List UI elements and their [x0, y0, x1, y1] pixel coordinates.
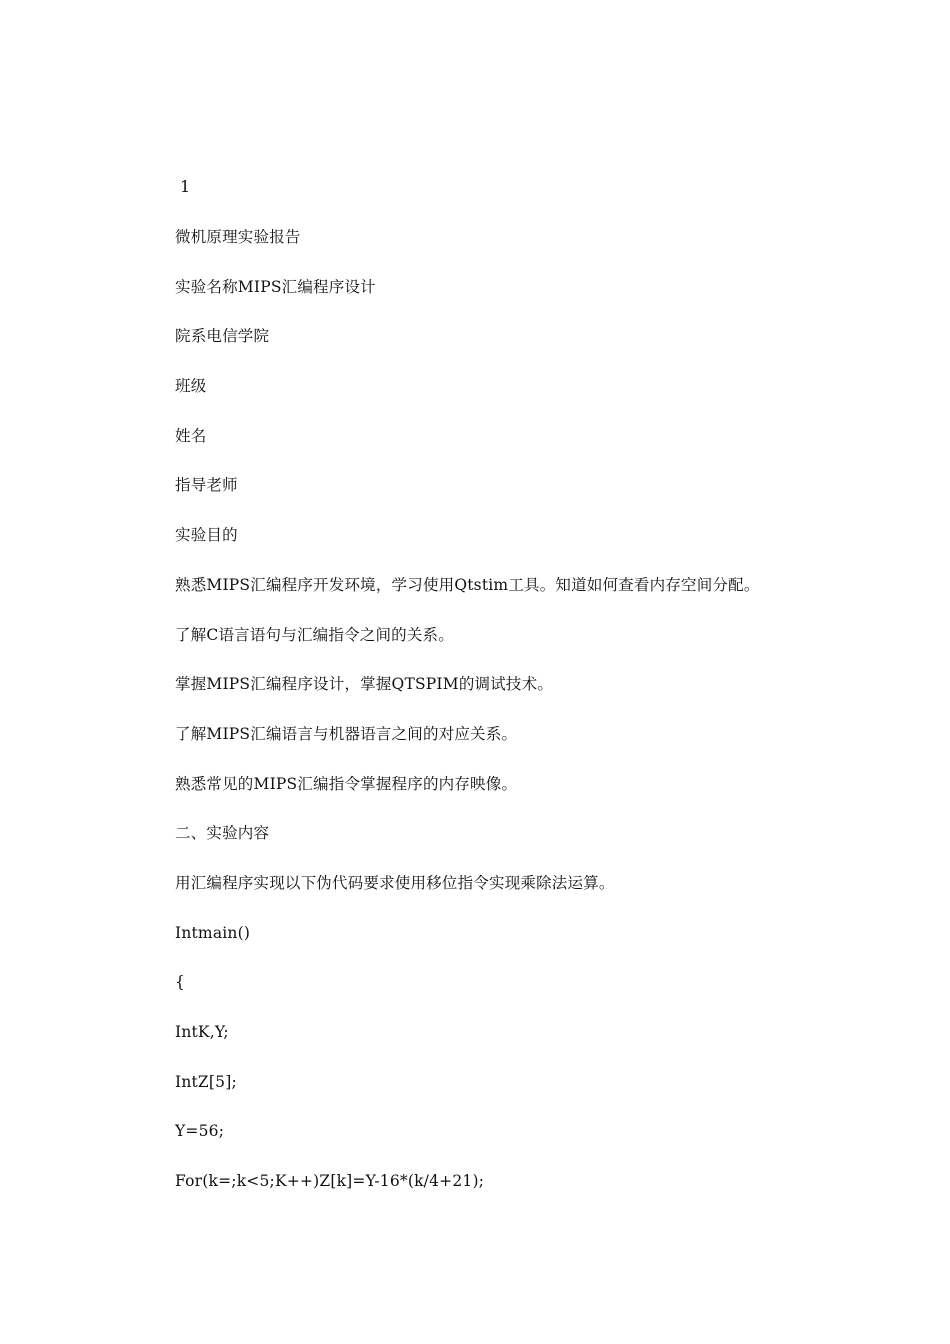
objective-item: 熟悉常见的MIPS汇编指令掌握程序的内存映像。	[175, 774, 518, 793]
code-line: Intmain()	[175, 923, 251, 942]
student-name-line: 姓名	[175, 426, 207, 445]
content-description: 用汇编程序实现以下伪代码要求使用移位指令实现乘除法运算。	[175, 873, 615, 892]
class-line: 班级	[175, 377, 207, 396]
report-title: 微机原理实验报告	[175, 228, 301, 246]
advisor-line: 指导老师	[175, 476, 238, 495]
document-body	[175, 225, 875, 1219]
code-line: {	[175, 973, 186, 992]
department-line: 院系电信学院	[175, 327, 270, 346]
code-line: Y=56;	[175, 1122, 225, 1141]
experiment-name-line: 实验名称MIPS汇编程序设计	[175, 277, 376, 296]
code-line: IntK,Y;	[175, 1023, 229, 1041]
objective-item: 了解MIPS汇编语言与机器语言之间的对应关系。	[175, 724, 518, 743]
content-heading: 二、实验内容	[175, 824, 270, 843]
code-line: IntZ[5];	[175, 1072, 237, 1091]
objective-item: 了解C语言语句与汇编指令之间的关系。	[175, 625, 454, 644]
objective-heading: 实验目的	[175, 526, 238, 545]
objective-item: 熟悉MIPS汇编程序开发环境，学习使用Qtstim工具。知道如何查看内存空间分配。	[175, 575, 760, 594]
objective-item: 掌握MIPS汇编程序设计，掌握QTSPIM的调试技术。	[175, 675, 554, 694]
page-number: 1	[180, 177, 191, 196]
code-line: For(k=;k<5;K++)Z[k]=Y-16*(k/4+21);	[175, 1172, 485, 1191]
